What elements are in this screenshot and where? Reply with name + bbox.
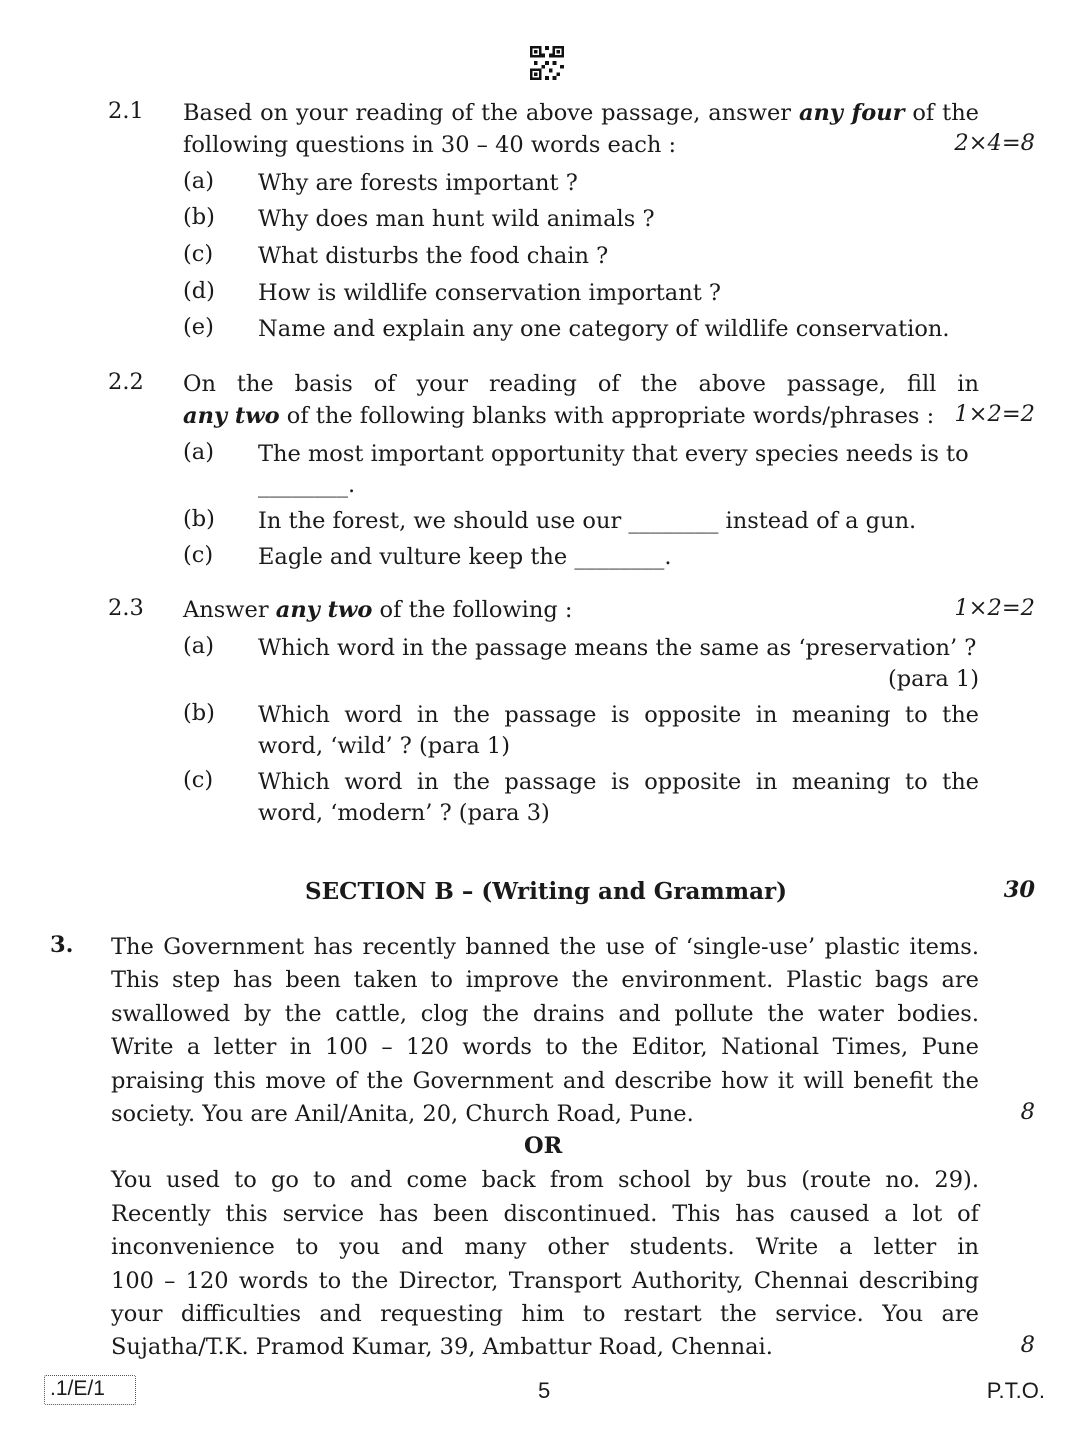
item-label: (b) [183, 700, 215, 726]
item-label: (e) [183, 314, 214, 340]
section-heading: SECTION B – (Writing and Grammar) [305, 878, 788, 905]
paragraph-line: praising this move of the Government and describe how it will benefit the [111, 1068, 979, 1094]
paragraph-line: swallowed by the cattle, clog the drains and pollute the water bodies. [111, 1001, 979, 1027]
item-text: Which word in the passage is opposite in meaning to the [258, 702, 979, 728]
marks: 1×2=2 [954, 401, 1035, 427]
item-label: (a) [183, 439, 214, 465]
item-label: (b) [183, 204, 215, 230]
paragraph-line: This step has been taken to improve the environment. Plastic bags are [111, 967, 979, 993]
item-text: How is wildlife conservation important ? [258, 280, 721, 306]
marks: 2×4=8 [954, 130, 1035, 156]
question-number: 2.3 [108, 595, 144, 621]
question-number: 2.2 [108, 369, 144, 395]
item-text: Which word in the passage means the same as ‘preservation’ ? [258, 635, 977, 661]
paragraph-line: You used to go to and come back from school by bus (route no. 29). [111, 1167, 979, 1193]
item-label: (a) [183, 168, 214, 194]
item-text: The most important opportunity that every species needs is to [258, 441, 969, 467]
page-number: 5 [538, 1378, 551, 1403]
marks: 8 [1020, 1099, 1035, 1125]
paragraph-line: 100 – 120 words to the Director, Transport Authority, Chennai describing [111, 1268, 979, 1294]
item-text: What disturbs the food chain ? [258, 243, 609, 269]
section-marks: 30 [1003, 877, 1035, 903]
question-text-line: Answer any two of the following : [183, 597, 573, 623]
item-text: word, ‘wild’ ? (para 1) [258, 733, 511, 759]
item-label: (a) [183, 633, 214, 659]
question-number: 2.1 [108, 98, 144, 124]
marks: 1×2=2 [954, 595, 1035, 621]
paragraph-line: Write a letter in 100 – 120 words to the Editor, National Times, Pune [111, 1034, 979, 1060]
item-label: (c) [183, 767, 214, 793]
item-text: word, ‘modern’ ? (para 3) [258, 800, 550, 826]
item-label: (d) [183, 278, 215, 304]
question-text-line: following questions in 30 – 40 words each : [183, 132, 677, 158]
item-label: (c) [183, 542, 214, 568]
question-text-line: any two of the following blanks with appropriate words/phrases : [183, 403, 935, 429]
question-text-line: On the basis of your reading of the above passage, fill in [183, 371, 979, 397]
question-number: 3. [50, 932, 74, 958]
item-reference: (para 1) [887, 666, 979, 692]
paragraph-line: The Government has recently banned the use of ‘single-use’ plastic items. [111, 934, 979, 960]
question-text-line: Based on your reading of the above passage, answer any four of the [183, 100, 979, 126]
item-text: Eagle and vulture keep the ________. [258, 544, 672, 570]
item-text: Which word in the passage is opposite in meaning to the [258, 769, 979, 795]
item-label: (c) [183, 241, 214, 267]
marks: 8 [1020, 1332, 1035, 1358]
paper-code: .1/E/1 [50, 1377, 105, 1400]
item-text-blank: ________. [258, 472, 356, 498]
qr-code-icon [529, 46, 565, 80]
item-text: Name and explain any one category of wildlife conservation. [258, 316, 950, 342]
or-separator: OR [524, 1133, 563, 1159]
paragraph-line: Recently this service has been discontinued. This has caused a lot of [111, 1201, 979, 1227]
item-text: Why does man hunt wild animals ? [258, 206, 655, 232]
paragraph-line: your difficulties and requesting him to restart the service. You are [111, 1301, 979, 1327]
item-text: Why are forests important ? [258, 170, 578, 196]
paragraph-line: society. You are Anil/Anita, 20, Church Road, Pune. [111, 1101, 694, 1127]
paragraph-line: inconvenience to you and many other students. Write a letter in [111, 1234, 979, 1260]
item-text: In the forest, we should use our ________ instead of a gun. [258, 508, 917, 534]
paragraph-line: Sujatha/T.K. Pramod Kumar, 39, Ambattur Road, Chennai. [111, 1334, 773, 1360]
pto-label: P.T.O. [986, 1378, 1045, 1403]
item-label: (b) [183, 506, 215, 532]
